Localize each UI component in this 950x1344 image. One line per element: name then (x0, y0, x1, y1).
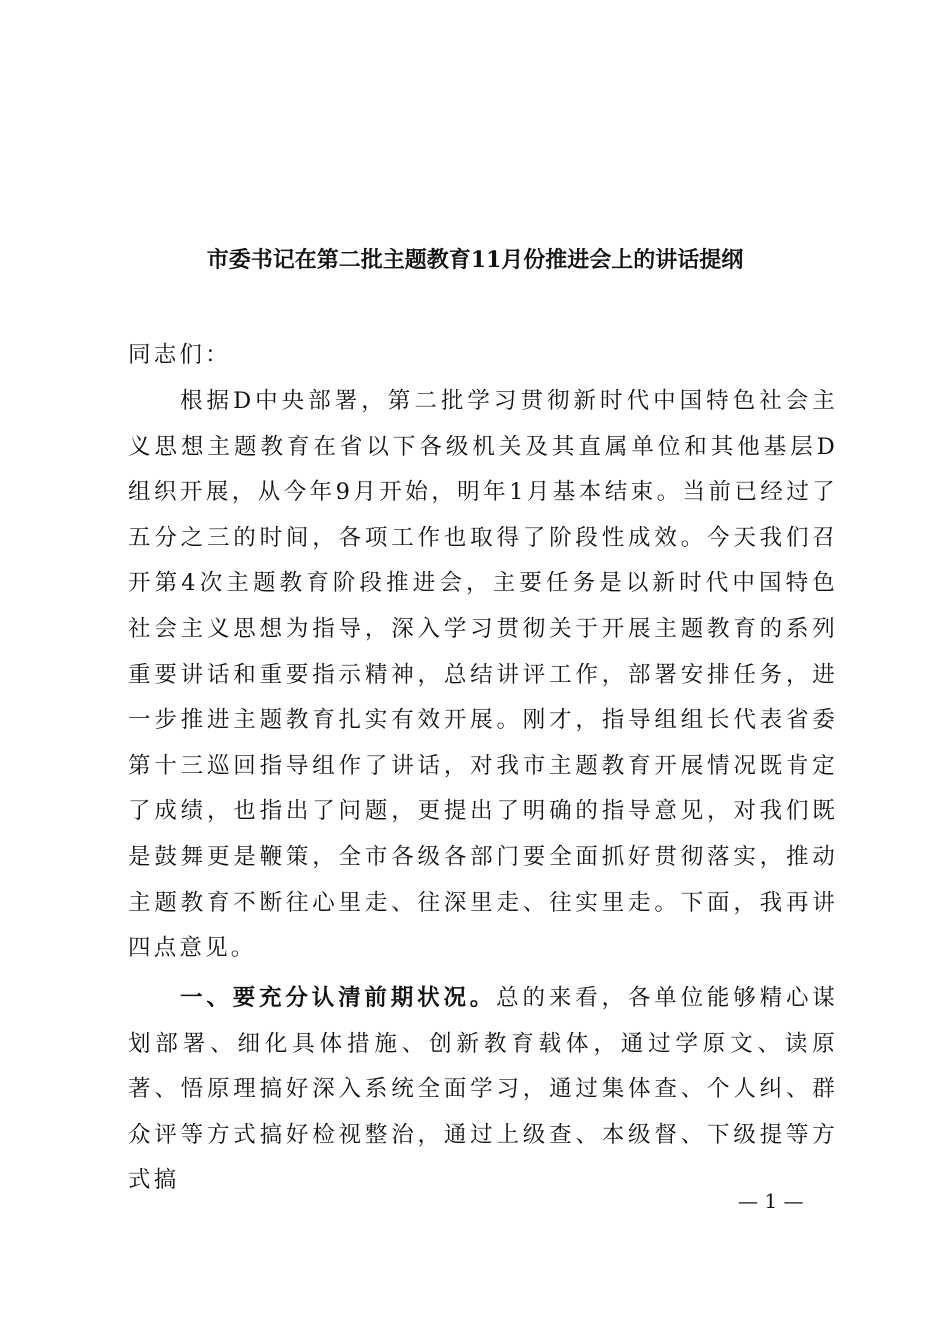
paragraph-1: 根据D中央部署，第二批学习贯彻新时代中国特色社会主义思想主题教育在省以下各级机关及其直属单位和其他基层D组织开展，从今年9月开始，明年1月基本结束。当前已经过了五分之三的时间，各项工作也取得了阶段性成效。今天我们召开第4次主题教育阶段推进会，主要任务是以新时代中国特色社会主义思想为指导，深入学习贯彻关于开展主题教育的系列重要讲话和重要指示精神，总结讲评工作，部署安排任务，进一步推进主题教育扎实有效开展。刚才，指导组组长代表省委第十三巡回指导组作了讲话，对我市主题教育开展情况既肯定了成绩，也指出了问题，更提出了明确的指导意见，对我们既是鼓舞更是鞭策，全市各级各部门要全面抓好贯彻落实，推动主题教育不断往心里走、往深里走、往实里走。下面，我再讲四点意见。 (128, 388, 838, 962)
paragraph-2 (128, 976, 838, 1204)
document-title: 市委书记在第二批主题教育11月份推进会上的讲话提纲 (206, 247, 744, 273)
section-1-heading: 一、要充分认清前期状况。 (180, 985, 497, 1011)
page-number: — 1 — (738, 1189, 804, 1213)
section-1-text: 总的来看，各单位能够精心谋划部署、细化具体措施、创新教育载体，通过学原文、读原著、悟原理搞好深入系统全面学习，通过集体查、个人纠、群众评等方式搞好检视整治，通过上级查、本级督、下级提等方式搞 (128, 985, 838, 1194)
greeting: 同志们： (128, 342, 231, 368)
